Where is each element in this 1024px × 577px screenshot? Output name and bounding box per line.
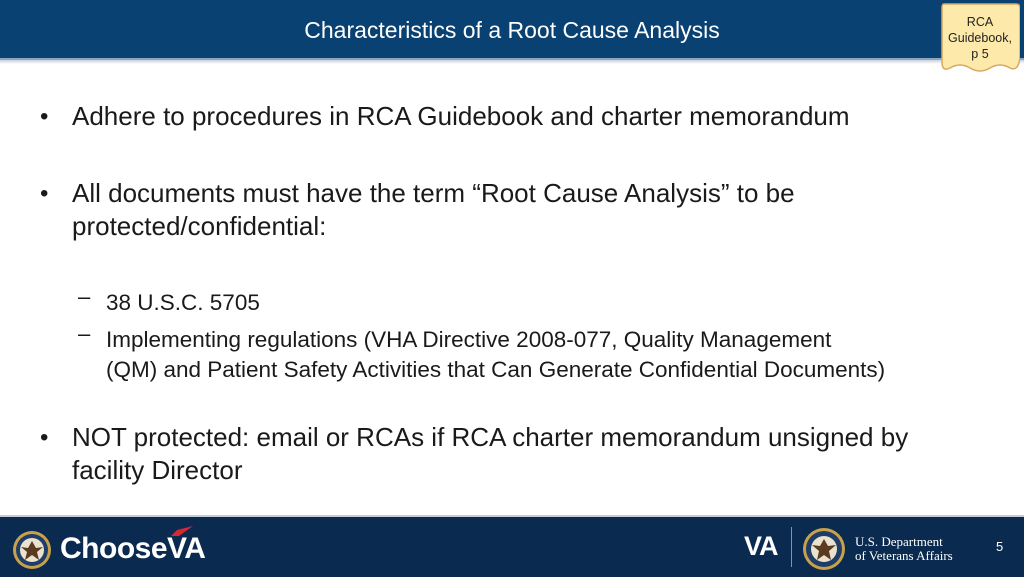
note-line-1: RCA [966, 15, 994, 29]
sub-bullet-1 [78, 284, 1006, 318]
bullet-2-line-1: All documents must have the term “Root Cause Analysis” to be [72, 178, 795, 208]
department-seal-icon [802, 527, 846, 571]
bullet-3 [40, 421, 1002, 487]
page-number: 5 [996, 539, 1004, 554]
choose-word: Choose [60, 532, 168, 565]
checkmark-icon [169, 526, 195, 540]
sub-bullet-1-line-1: 38 U.S.C. 5705 [106, 290, 260, 315]
bullet-1 [40, 100, 1002, 133]
footer-divider [791, 527, 792, 567]
slide-footer [0, 515, 1024, 577]
note-line-2: Guidebook, [948, 31, 1012, 45]
bullet-1-line-1: Adhere to procedures in RCA Guidebook and charter memorandum [72, 101, 850, 131]
bullet-2 [40, 177, 1002, 243]
note-line-3: p 5 [971, 47, 989, 61]
slide-title: Characteristics of a Root Cause Analysis [304, 17, 720, 43]
bullet-dot: • [40, 180, 49, 207]
bullet-2-line-2: protected/confidential: [72, 211, 327, 241]
department-name [855, 535, 953, 563]
va-logo: VA [744, 531, 778, 561]
sub-bullet-2-line-1: Implementing regulations (VHA Directive 2008-077, Quality Management [106, 327, 832, 352]
sub-bullet-2-line-2: (QM) and Patient Safety Activities that Can Generate Confidential Documents) [106, 357, 886, 382]
header-divider [0, 60, 1024, 64]
choose-va-logo [60, 532, 205, 566]
bullet-dot: • [40, 103, 49, 130]
bullet-3-line-1: NOT protected: email or RCAs if RCA charter memorandum unsigned by [72, 422, 909, 452]
sub-bullet-2 [78, 321, 1006, 385]
sub-bullet-dash: – [78, 284, 91, 309]
reference-note [940, 2, 1020, 72]
bullet-dot: • [40, 424, 49, 451]
sub-bullet-dash: – [78, 321, 91, 346]
department-line-2: of Veterans Affairs [855, 548, 953, 563]
va-word: VA [167, 532, 206, 565]
bullet-3-line-2: facility Director [72, 455, 243, 485]
department-line-1: U.S. Department [855, 534, 943, 549]
va-seal-icon [12, 530, 52, 570]
